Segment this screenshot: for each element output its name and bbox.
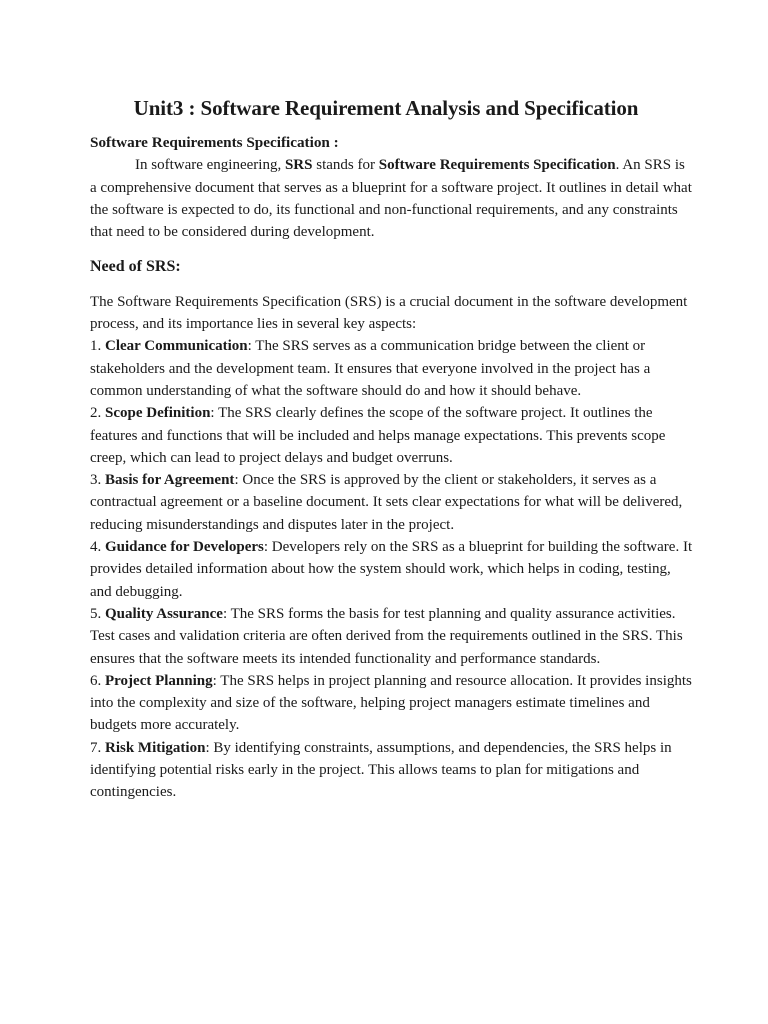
list-item bbox=[90, 402, 694, 469]
list-item bbox=[90, 670, 694, 737]
item-text: : The SRS serves as a communication bridge between the client or stakeholders and the development team. It ensures that everyone involved in the project has a common understanding of what the software should do and how it should behave. bbox=[90, 338, 651, 399]
srs-definition-paragraph bbox=[90, 154, 694, 243]
item-number: 6. bbox=[90, 672, 105, 689]
item-text: : Developers rely on the SRS as a blueprint for building the software. It provides detailed information about how the system should work, which helps in coding, testing, and debugging. bbox=[90, 539, 693, 600]
item-term: Project Planning bbox=[105, 672, 213, 689]
item-number: 4. bbox=[90, 539, 105, 556]
list-item bbox=[90, 469, 694, 536]
list-item bbox=[90, 335, 694, 402]
list-item bbox=[90, 536, 694, 603]
item-number: 2. bbox=[90, 405, 105, 422]
item-text: : The SRS helps in project planning and resource allocation. It provides insights into the complexity and size of the software, helping project managers estimate timelines and budgets more accurately. bbox=[90, 672, 692, 734]
item-number: 1. bbox=[90, 338, 105, 355]
need-intro-paragraph: The Software Requirements Specification (SRS) is a crucial document in the software development process, and its importance lies in several key aspects: bbox=[90, 293, 688, 333]
item-text: : The SRS forms the basis for test planning and quality assurance activities. Test cases and validation criteria are often derived from the requirements outlined in the SRS. This ensures that the software meets its intended functionality and performance standards. bbox=[90, 605, 683, 667]
document-title: Unit3 : Software Requirement Analysis and Specification bbox=[133, 96, 639, 120]
bold-term: SRS bbox=[284, 157, 313, 174]
item-term: Guidance for Developers bbox=[105, 539, 264, 556]
item-term: Risk Mitigation bbox=[105, 739, 206, 756]
item-text: : Once the SRS is approved by the client or stakeholders, it serves as a contractual agreement or a baseline document. It sets clear expectations for what will be delivered, reducing misunderstandings and disputes later in the project. bbox=[90, 472, 683, 533]
paragraph-text: . An SRS is a comprehensive document that serves as a blueprint for a software project. It outlines in detail what the software is expected to do, its functional and non-functional requirements, and any constraints that need to be considered during development. bbox=[90, 157, 692, 241]
item-term: Scope Definition bbox=[105, 405, 211, 422]
paragraph-text: stands for bbox=[312, 157, 379, 174]
item-number: 3. bbox=[90, 472, 105, 489]
item-term: Quality Assurance bbox=[105, 605, 223, 622]
item-number: 5. bbox=[90, 605, 105, 622]
item-term: Basis for Agreement bbox=[105, 472, 235, 489]
list-item bbox=[90, 603, 694, 670]
document-body bbox=[90, 132, 694, 804]
item-text: : By identifying constraints, assumptions, and dependencies, the SRS helps in identifying potential risks early in the project. This allows teams to plan for mitigations and contingencies. bbox=[90, 739, 672, 801]
section-heading-need: Need of SRS: bbox=[90, 258, 181, 276]
section-heading-srs: Software Requirements Specification : bbox=[90, 134, 339, 151]
item-number: 7. bbox=[90, 739, 105, 756]
bold-term: Software Requirements Specification bbox=[378, 157, 616, 174]
list-item bbox=[90, 737, 694, 804]
item-term: Clear Communication bbox=[105, 338, 248, 355]
item-text: : The SRS clearly defines the scope of the software project. It outlines the features and functions that will be included and helps manage expectations. This prevents scope creep, which can lead to project delays and budget overruns. bbox=[90, 405, 666, 466]
paragraph-text: In software engineering, bbox=[135, 157, 285, 174]
